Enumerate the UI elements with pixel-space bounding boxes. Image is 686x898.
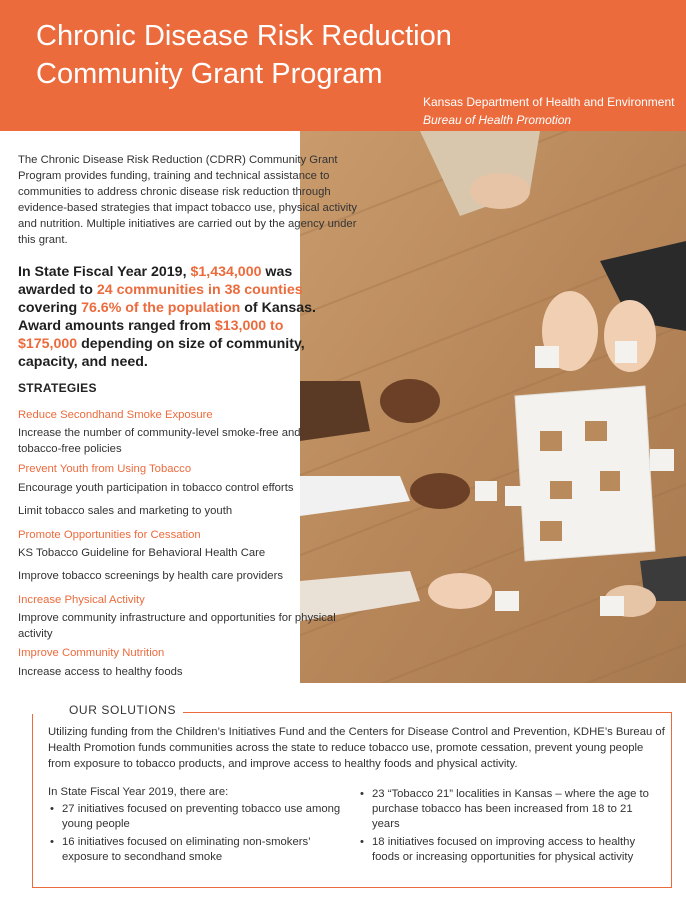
- list-item: • 16 initiatives focused on eliminating non-smokers’ exposure to secondhand smoke: [48, 835, 348, 865]
- strategy-item: Limit tobacco sales and marketing to youth: [18, 505, 233, 517]
- solutions-title-gap: [32, 711, 62, 714]
- list-item: • 27 initiatives focused on preventing tobacco use among young people: [48, 802, 348, 832]
- strategy-heading: Increase Physical Activity: [18, 594, 145, 606]
- strategy-item: Encourage youth participation in tobacco control efforts: [18, 482, 294, 494]
- strategy-heading: Promote Opportunities for Cessation: [18, 529, 201, 541]
- funding-amount: $1,434,000: [190, 264, 262, 280]
- bureau-name: Bureau of Health Promotion: [423, 113, 572, 127]
- strategy-heading: Improve Community Nutrition: [18, 647, 165, 659]
- strategy-heading: Prevent Youth from Using Tobacco: [18, 463, 192, 475]
- solutions-list-left: [48, 802, 348, 868]
- population-coverage: 76.6% of the population: [81, 300, 241, 316]
- strategy-item: KS Tobacco Guideline for Behavioral Health Care: [18, 547, 266, 559]
- page-title: Chronic Disease Risk Reduction Community Grant Program: [36, 20, 452, 90]
- strategy-item: Increase the number of community-level smoke-free and tobacco-free policies: [18, 427, 301, 455]
- strategy-item: Improve tobacco screenings by health care providers: [18, 570, 283, 582]
- communities-count: 24 communities in 38 counties: [96, 282, 303, 298]
- strategies-heading: STRATEGIES: [18, 381, 97, 395]
- solutions-paragraph: Utilizing funding from the Children’s Initiatives Fund and the Centers for Disease Control and Prevention, KDHE’s Bureau of Health Promotion funds communities across the state to reduce tobacco use, promote cessation, prevent young people from exposure to tobacco products, and improve access to healthy foods and physical activity.: [48, 726, 665, 770]
- strategy-item: Increase access to healthy foods: [18, 666, 183, 678]
- strategy-item: Improve community infrastructure and opportunities for physical activity: [18, 612, 336, 640]
- department-name: Kansas Department of Health and Environment: [423, 95, 675, 109]
- list-item: • 23 “Tobacco 21” localities in Kansas – where the age to purchase tobacco has been increased from 18 to 21 years: [358, 787, 663, 832]
- header-banner: [0, 0, 686, 131]
- solutions-list-right: [358, 787, 663, 868]
- department-block: [423, 93, 674, 129]
- list-item: • 18 initiatives focused on improving access to healthy foods or increasing opportunities for physical activity: [358, 835, 663, 865]
- funding-highlight: In State Fiscal Year 2019, $1,434,000 was awarded to 24 communities in 38 counties covering 76.6% of the population of Kansas. Award amounts ranged from $13,000 to $175,000 depending on size of community, capacity, and need.: [18, 264, 317, 370]
- solutions-heading: OUR SOLUTIONS: [62, 703, 183, 717]
- intro-paragraph: The Chronic Disease Risk Reduction (CDRR) Community Grant Program provides funding, training and technical assistance to communities to address chronic disease risk reduction through evidence-based strategies that impact tobacco use, physical activity and nutrition. Multiple initiatives are carried out by the agency under this grant.: [18, 154, 358, 246]
- solutions-lead: In State Fiscal Year 2019, there are:: [48, 786, 229, 798]
- award-range: $13,000 to $175,000: [18, 318, 284, 352]
- strategy-heading: Reduce Secondhand Smoke Exposure: [18, 409, 213, 421]
